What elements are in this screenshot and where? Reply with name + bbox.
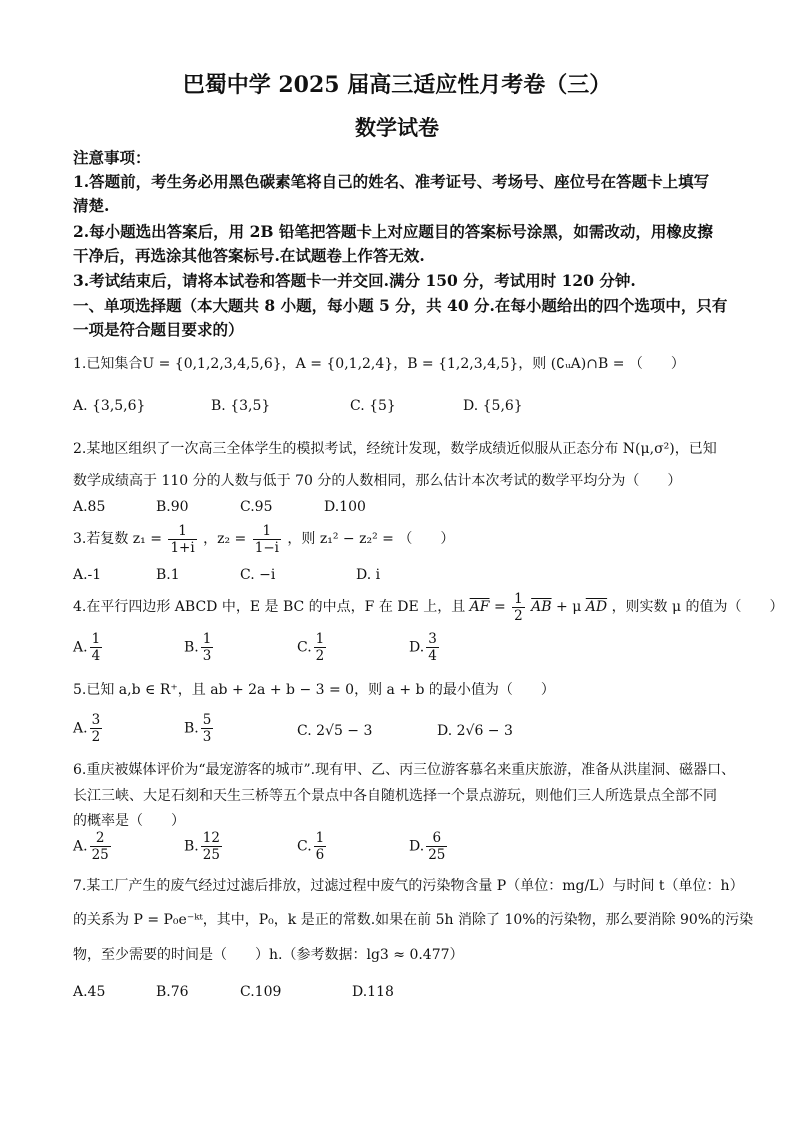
q5-option-c: C. 2√5 − 3 — [297, 723, 373, 739]
fraction-denominator: 1−i — [254, 539, 279, 556]
option-fraction — [426, 631, 439, 664]
q3-option-d: D. i — [356, 567, 381, 583]
q1-option-c: C. {5} — [350, 398, 396, 414]
q7-option-a: A.45 — [73, 984, 106, 1000]
notice-item-3: 3.考试结束后，请将本试卷和答题卡一并交回.满分 150 分，考试用时 120 分钟. — [73, 271, 636, 290]
option-fraction — [90, 631, 103, 664]
option-fraction — [201, 631, 214, 664]
fraction-numerator: 1 — [514, 590, 523, 607]
fraction-denominator: 25 — [202, 847, 220, 863]
question-1-stem: 1.已知集合U = {0,1,2,3,4,5,6}，A = {0,1,2,4}，B = {1,2,3,4,5}，则 (∁ᵤA)∩B = （ ） — [73, 356, 685, 372]
q4-fraction-half — [512, 591, 525, 624]
fraction-denominator: 2 — [91, 729, 101, 745]
option-fraction — [201, 712, 214, 745]
q4-equals: = — [493, 599, 511, 615]
question-2-stem-cont: 数学成绩高于 110 分的人数与低于 70 分的人数相同，那么估计本次考试的数学平均分为（ ） — [73, 473, 682, 489]
vector-af: $\overline{AF}$ — [469, 599, 490, 615]
fraction-denominator: 4 — [91, 648, 101, 664]
question-7-stem: 7.某工厂产生的废气经过过滤后排放，过滤过程中废气的污染物含量 P（单位：mg/L）与时间 t（单位：h） — [73, 878, 744, 894]
q4-option-b — [184, 631, 215, 664]
q1-option-b: B. {3,5} — [211, 398, 271, 414]
fraction-numerator: 1 — [315, 631, 325, 647]
section-heading-cont: 一项是符合题目要求的） — [73, 320, 244, 339]
q6-option-d — [409, 830, 449, 863]
question-2-stem: 2.某地区组织了一次高三全体学生的模拟考试，经统计发现，数学成绩近似服从正态分布 N(μ,σ²)，已知 — [73, 441, 717, 457]
option-label: B. — [184, 838, 199, 855]
q5-option-a — [73, 712, 104, 745]
q3-fraction-z2 — [253, 523, 281, 556]
q5-option-b — [184, 712, 215, 745]
q4-option-d — [409, 631, 441, 664]
option-fraction — [314, 631, 327, 664]
q4-option-a — [73, 631, 104, 664]
exam-subtitle: 数学试卷 — [355, 115, 439, 140]
q3-option-a: A.-1 — [73, 567, 102, 583]
fraction-numerator: 12 — [202, 830, 220, 846]
question-6-stem: 6.重庆被媒体评价为“最宠游客的城市”.现有甲、乙、丙三位游客慕名来重庆旅游，准备从洪崖洞、磁器口、 — [73, 762, 736, 778]
q6-option-c — [297, 830, 328, 863]
notice-item-2-cont: 干净后，再选涂其他答案标号.在试题卷上作答无效. — [73, 246, 425, 265]
fraction-numerator: 1 — [202, 631, 212, 647]
fraction-numerator: 1 — [315, 830, 325, 846]
q4-plus-mu: + μ — [556, 599, 582, 615]
option-label: D. — [409, 639, 425, 656]
question-7-stem-cont: 的关系为 P = P₀e⁻ᵏᵗ，其中，P₀，k 是正的常数.如果在前 5h 消除了 10%的污染物，那么要消除 90%的污染 — [73, 912, 754, 928]
option-label: D. — [409, 838, 425, 855]
q1-option-a: A. {3,5,6} — [73, 398, 146, 414]
q3-stem-post: ，则 z₁² − z₂² = （ ） — [287, 531, 455, 547]
q6-option-b — [184, 830, 224, 863]
fraction-numerator: 6 — [426, 830, 447, 847]
vector-ab: $\overline{AB}$ — [531, 599, 552, 615]
question-4-stem — [73, 590, 784, 624]
fraction-denominator: 1+i — [170, 539, 195, 556]
option-fraction — [426, 830, 447, 863]
q3-option-c: C. −i — [240, 567, 276, 583]
option-label: A. — [73, 720, 88, 737]
option-label: C. — [297, 639, 312, 656]
notice-item-1: 1.答题前，考生务必用黑色碳素笔将自己的姓名、准考证号、考场号、座位号在答题卡上填写 — [73, 172, 710, 191]
q2-option-d: D.100 — [324, 499, 366, 515]
question-4-options — [73, 631, 733, 671]
exam-title: 巴蜀中学 2025 届高三适应性月考卷（三） — [182, 72, 612, 98]
section-heading: 一、单项选择题（本大题共 8 小题，每小题 5 分，共 40 分.在每小题给出的四个选项中，只有 — [73, 296, 728, 315]
q4-stem-post: ，则实数 μ 的值为（ ） — [611, 599, 784, 615]
q4-stem-pre: 4.在平行四边形 ABCD 中，E 是 BC 的中点，F 在 DE 上，且 — [73, 599, 466, 615]
q2-option-b: B.90 — [156, 499, 189, 515]
q7-option-d: D.118 — [352, 984, 394, 1000]
question-5-options — [73, 712, 733, 752]
q4-option-c — [297, 631, 328, 664]
fraction-denominator: 3 — [202, 648, 212, 664]
option-fraction — [314, 830, 327, 863]
fraction-numerator: 3 — [428, 631, 437, 647]
option-fraction — [90, 712, 103, 745]
question-6-stem-cont: 长江三峡、大足石刻和天生三桥等五个景点中各自随机选择一个景点游玩，则他们三人所选景点全部不同 — [73, 788, 717, 804]
fraction-numerator: 1 — [91, 631, 101, 647]
q6-option-a — [73, 830, 113, 863]
option-label: A. — [73, 838, 88, 855]
fraction-numerator: 1 — [168, 523, 196, 540]
q1-option-d: D. {5,6} — [463, 398, 523, 414]
fraction-denominator: 3 — [202, 729, 212, 745]
notice-item-1-cont: 清楚. — [73, 196, 110, 215]
notice-heading: 注意事项： — [73, 148, 151, 167]
fraction-denominator: 4 — [428, 648, 437, 664]
question-5-stem: 5.已知 a,b ∈ R⁺，且 ab + 2a + b − 3 = 0，则 a + b 的最小值为（ ） — [73, 682, 555, 698]
q7-option-c: C.109 — [240, 984, 282, 1000]
q2-option-a: A.85 — [73, 499, 106, 515]
question-3-stem — [73, 522, 733, 556]
fraction-denominator: 2 — [514, 607, 523, 624]
option-label: C. — [297, 838, 312, 855]
option-fraction — [201, 830, 222, 863]
q7-option-b: B.76 — [156, 984, 189, 1000]
fraction-numerator: 5 — [202, 712, 212, 728]
fraction-numerator: 1 — [253, 523, 281, 540]
q3-stem-pre: 3.若复数 z₁ = — [73, 531, 162, 547]
fraction-numerator: 3 — [91, 712, 101, 728]
option-label: B. — [184, 720, 199, 737]
vector-ad: $\overline{AD}$ — [585, 599, 608, 615]
option-label: A. — [73, 639, 88, 656]
option-fraction — [90, 830, 111, 863]
q2-option-c: C.95 — [240, 499, 273, 515]
notice-item-2: 2.每小题选出答案后，用 2B 铅笔把答题卡上对应题目的答案标号涂黑，如需改动，用橡皮擦 — [73, 222, 713, 241]
fraction-denominator: 2 — [315, 648, 325, 664]
question-6-stem-cont-2: 的概率是（ ） — [73, 813, 185, 829]
q3-option-b: B.1 — [156, 567, 180, 583]
q3-fraction-z1 — [168, 523, 196, 556]
option-label: B. — [184, 639, 199, 656]
q3-stem-mid: ，z₂ = — [203, 531, 247, 547]
fraction-denominator: 25 — [428, 847, 446, 863]
question-6-options — [73, 830, 733, 870]
fraction-denominator: 25 — [91, 847, 109, 863]
q5-option-d: D. 2√6 − 3 — [437, 723, 513, 739]
fraction-denominator: 6 — [315, 847, 325, 863]
fraction-numerator: 2 — [90, 830, 111, 847]
question-7-stem-cont-2: 物，至少需要的时间是（ ）h.（参考数据：lg3 ≈ 0.477） — [73, 947, 464, 963]
